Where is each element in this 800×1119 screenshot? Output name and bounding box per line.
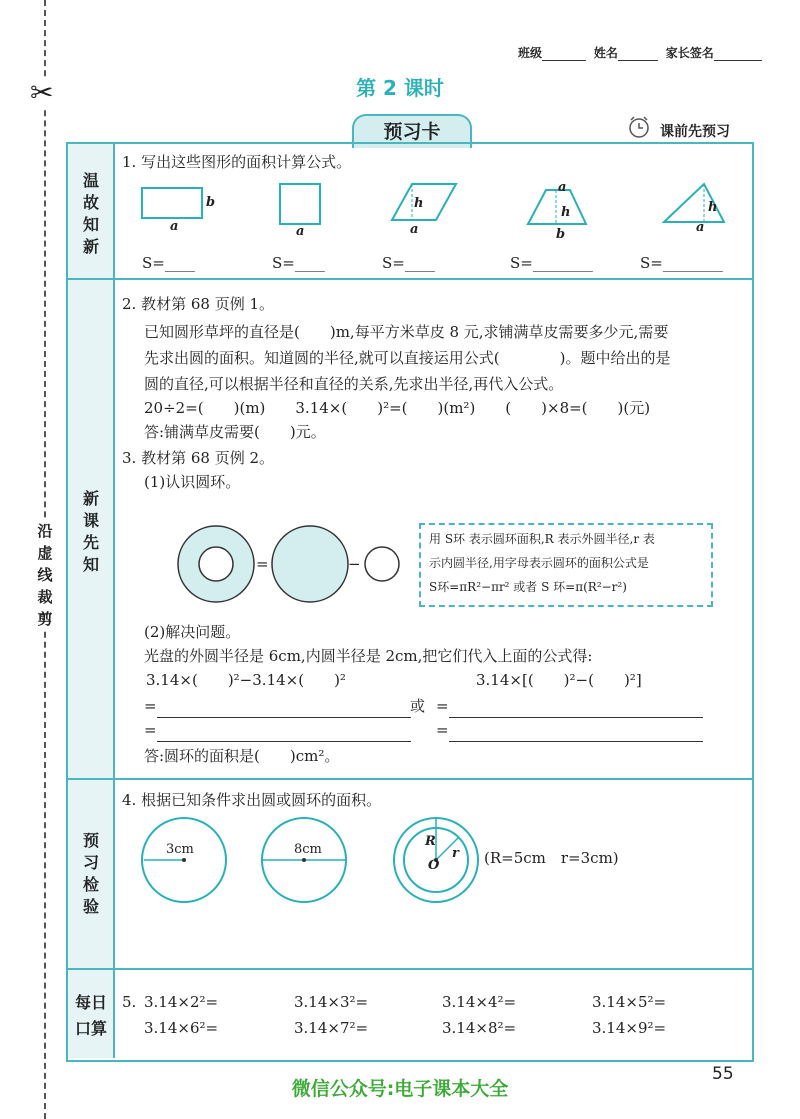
q3-step1-right-blank[interactable] (449, 703, 703, 718)
rect-a-label: a (170, 219, 179, 234)
trap-a-label: a (558, 180, 567, 195)
page-number: 55 (712, 1064, 734, 1084)
q3-step2-right: = (436, 718, 703, 742)
q3-step1-right: = (436, 694, 703, 718)
q3-step1-left-blank[interactable] (157, 703, 411, 718)
area-blank-triangle[interactable]: S=________ (640, 254, 723, 272)
oral-item[interactable]: 3.14×6²= (144, 1019, 219, 1037)
q2-answer: 答:铺满草皮需要( )元。 (144, 423, 326, 441)
oral-label: 每日 口算 (74, 993, 107, 1038)
annulus-formula-box: 用 S环 表示圆环面积,R 表示外圆半径,r 表 示内圆半径,用字母表示圆环的面积公式是 S环=πR²−πr² 或者 S 环=π(R²−r²) (419, 523, 713, 607)
small-circle (365, 547, 399, 581)
area-blank-square[interactable]: S=____ (272, 254, 325, 272)
q3-step2-right-blank[interactable] (449, 727, 703, 742)
radius-3cm-label: 3cm (166, 842, 194, 857)
q3-problem: 光盘的外圆半径是 6cm,内圆半径是 2cm,把它们代入上面的公式得: (144, 647, 593, 665)
equals-sign: = (256, 555, 269, 573)
ring-r-label: r (452, 846, 459, 861)
oral-item[interactable]: 3.14×2²= (144, 993, 219, 1011)
ring-R-label: R (425, 834, 436, 849)
q3-step2-left: = (144, 718, 411, 742)
trap-b-label: b (556, 227, 566, 242)
trap-h-label: h (561, 205, 571, 220)
q3-answer: 答:圆环的面积是( )cm²。 (144, 747, 340, 765)
alarm-clock-icon (626, 114, 652, 140)
check-label: 预 习 检 验 (82, 831, 99, 916)
scissors-icon: ✂ (30, 76, 54, 109)
row-divider-3 (68, 968, 752, 970)
cut-instruction: 沿 虚 线 裁 剪 (34, 520, 56, 630)
q3-part-2: (2)解决问题。 (144, 623, 241, 641)
question-4: 4. 根据已知条件求出圆或圆环的面积。 (122, 791, 382, 809)
name-label: 姓名 (593, 46, 618, 60)
square-a-label: a (296, 224, 305, 239)
q2-line-4: 20÷2=( )(m) 3.14×( )²=( )(m²) ( )×8=( )(元) (144, 399, 651, 417)
trapezoid-shape (528, 190, 586, 224)
tri-h-label: h (708, 200, 718, 215)
q3-expr-left: 3.14×( )²−3.14×( )² (146, 671, 346, 689)
question-1: 1. 写出这些图形的面积计算公式。 (122, 153, 352, 171)
minus-sign: − (348, 555, 361, 573)
q2-line-1: 已知圆形草坪的直径是( )m,每平方米草皮 8 元,求铺满草皮需要多少元,需要 (144, 323, 669, 341)
ring-O-label: O (428, 858, 440, 873)
question-3: 3. 教材第 68 页例 2。 (122, 449, 275, 467)
name-field[interactable] (618, 48, 658, 61)
row-divider-2 (68, 778, 752, 780)
student-info-fields (518, 44, 766, 61)
area-blank-parallelogram[interactable]: S=____ (382, 254, 435, 272)
preview-label: 课前先预习 (660, 124, 730, 140)
tri-a-label: a (696, 220, 705, 235)
oral-item[interactable]: 3.14×9²= (592, 1019, 667, 1037)
parent-sign-field[interactable] (714, 48, 762, 61)
para-a-label: a (410, 222, 419, 237)
ring-given: (R=5cm r=3cm) (484, 849, 619, 867)
oral-item[interactable]: 3.14×8²= (442, 1019, 517, 1037)
rect-b-label: b (206, 195, 216, 210)
oral-item[interactable]: 3.14×4²= (442, 993, 517, 1011)
label-column (68, 144, 114, 1058)
annulus-diagram (176, 524, 406, 604)
oral-item[interactable]: 3.14×3²= (294, 993, 369, 1011)
row-divider-1 (68, 278, 752, 280)
q3-part-1: (1)认识圆环。 (144, 473, 241, 491)
oral-item[interactable]: 3.14×7²= (294, 1019, 369, 1037)
q5-number: 5. (122, 993, 137, 1011)
q2-line-3: 圆的直径,可以根据半径和直径的关系,先求出半径,再代入公式。 (144, 375, 564, 393)
annulus-inner (199, 547, 233, 581)
q3-step2-left-blank[interactable] (157, 727, 411, 742)
square-shape (280, 184, 320, 224)
parallelogram-shape (392, 184, 456, 220)
question-2: 2. 教材第 68 页例 1。 (122, 295, 275, 313)
big-circle (272, 526, 348, 602)
q3-step1-left: = (144, 694, 411, 718)
area-blank-trapezoid[interactable]: S=________ (510, 254, 593, 272)
or-label: 或 (410, 697, 426, 715)
para-h-label: h (414, 196, 424, 211)
oral-item[interactable]: 3.14×5²= (592, 993, 667, 1011)
class-label: 班级 (518, 46, 543, 60)
q3-expr-right: 3.14×[( )²−( )²] (476, 671, 642, 689)
class-field[interactable] (542, 48, 586, 61)
shapes-row (130, 180, 740, 242)
new-lesson-label: 新 课 先 知 (82, 489, 99, 574)
footer-watermark: 微信公众号:电子课本大全 (291, 1078, 509, 1100)
rectangle-shape (142, 188, 202, 218)
parent-sign-label: 家长签名 (665, 46, 714, 60)
card-title: 预习卡 (352, 114, 472, 148)
area-blank-rect[interactable]: S=____ (142, 254, 195, 272)
q2-line-2: 先求出圆的面积。知道圆的半径,就可以直接运用公式( )。题中给出的是 (144, 349, 671, 367)
diameter-8cm-label: 8cm (294, 842, 322, 857)
lesson-title: 第 2 课时 (356, 76, 444, 100)
column-divider (113, 144, 115, 1058)
review-label: 温 故 知 新 (82, 171, 99, 256)
